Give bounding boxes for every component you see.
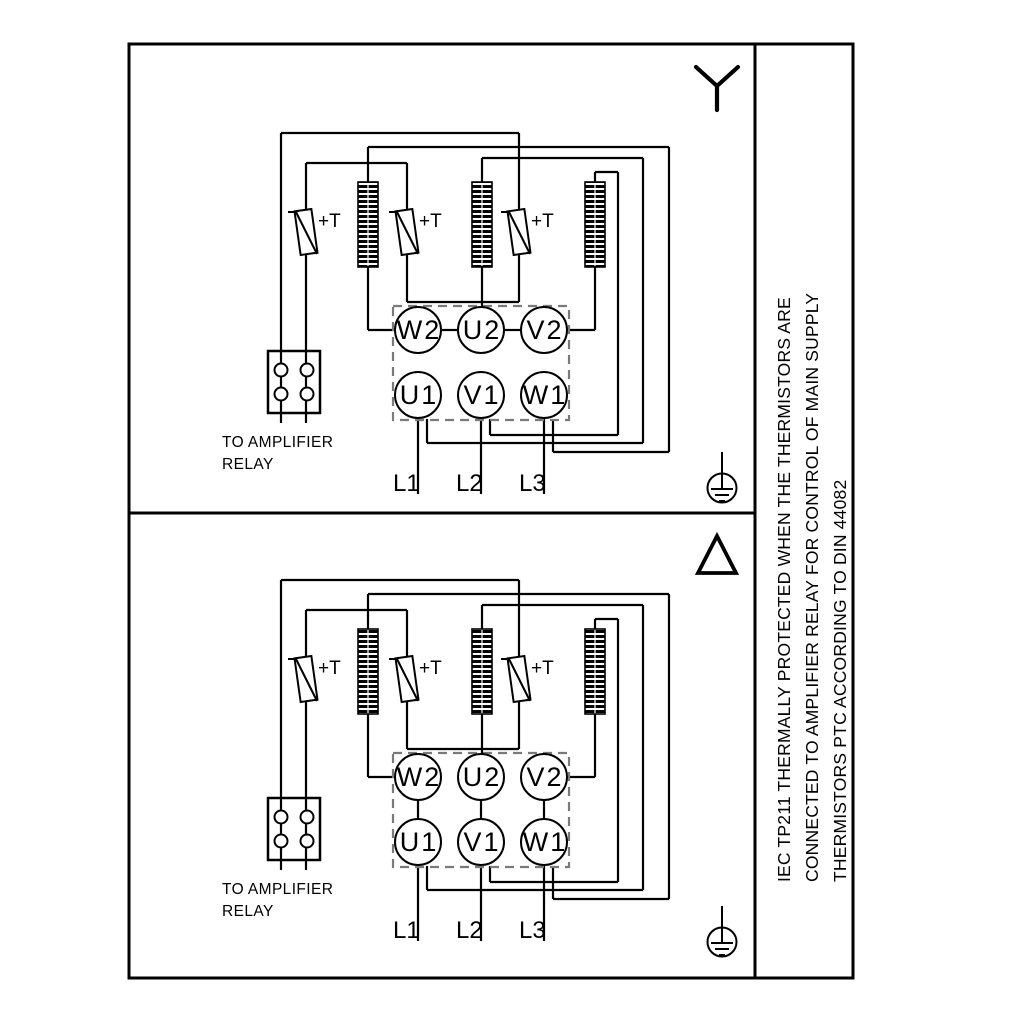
supply-line-label: L3 — [519, 470, 546, 497]
ground-icon — [708, 452, 737, 503]
thermistor-plus-t-label: +T — [318, 211, 341, 232]
supply-line-label: L2 — [456, 470, 483, 497]
thermistor-plus-t-label: +T — [419, 658, 442, 679]
terminal-circle: U1 — [394, 371, 442, 419]
relay-terminal-box — [268, 351, 320, 413]
relay-note-line-2: RELAY — [222, 456, 274, 473]
terminal-circle: W1 — [520, 818, 568, 866]
terminal-circle: W2 — [394, 753, 442, 801]
terminal-circle: W1 — [520, 371, 568, 419]
relay-terminal-pin — [301, 388, 314, 401]
terminal-circle: U1 — [394, 818, 442, 866]
relay-terminal-pin — [301, 811, 314, 824]
thermistor-plus-t-label: +T — [531, 211, 554, 232]
ground-icon — [708, 906, 737, 957]
thermistor-plus-t-label: +T — [318, 658, 341, 679]
relay-terminal-box — [268, 798, 320, 860]
relay-terminal-pin — [275, 388, 288, 401]
thermistor-plus-t-label: +T — [531, 658, 554, 679]
terminal-circle: U2 — [457, 306, 505, 354]
relay-terminal-pin — [301, 364, 314, 377]
relay-terminal-pin — [275, 364, 288, 377]
supply-line-label: L2 — [456, 917, 483, 944]
star-icon — [696, 67, 738, 110]
relay-terminal-pin — [301, 835, 314, 848]
side-note-line-3: THERMISTORS PTC ACCORDING TO DIN 44082 — [830, 479, 850, 882]
terminal-circle: V2 — [520, 753, 568, 801]
side-note-line-1: IEC TP211 THERMALLY PROTECTED WHEN THE THERMISTORS ARE — [774, 297, 794, 882]
supply-line-label: L1 — [393, 470, 420, 497]
terminal-dashed-box — [393, 306, 569, 420]
terminal-circle: U2 — [457, 753, 505, 801]
thermistor-plus-t-label: +T — [419, 211, 442, 232]
relay-terminal-pin — [275, 811, 288, 824]
supply-line-label: L3 — [519, 917, 546, 944]
relay-note-line-1: TO AMPLIFIER — [222, 434, 334, 451]
relay-note-line-1: TO AMPLIFIER — [222, 881, 334, 898]
delta-icon — [698, 536, 736, 573]
terminal-circle: V1 — [457, 371, 505, 419]
relay-terminal-pin — [275, 835, 288, 848]
terminal-circle: W2 — [394, 306, 442, 354]
side-note-line-2: CONNECTED TO AMPLIFIER RELAY FOR CONTROL OF MAIN SUPPLY — [802, 292, 822, 882]
terminal-circle: V1 — [457, 818, 505, 866]
supply-line-label: L1 — [393, 917, 420, 944]
relay-note-line-2: RELAY — [222, 903, 274, 920]
terminal-circle: V2 — [520, 306, 568, 354]
